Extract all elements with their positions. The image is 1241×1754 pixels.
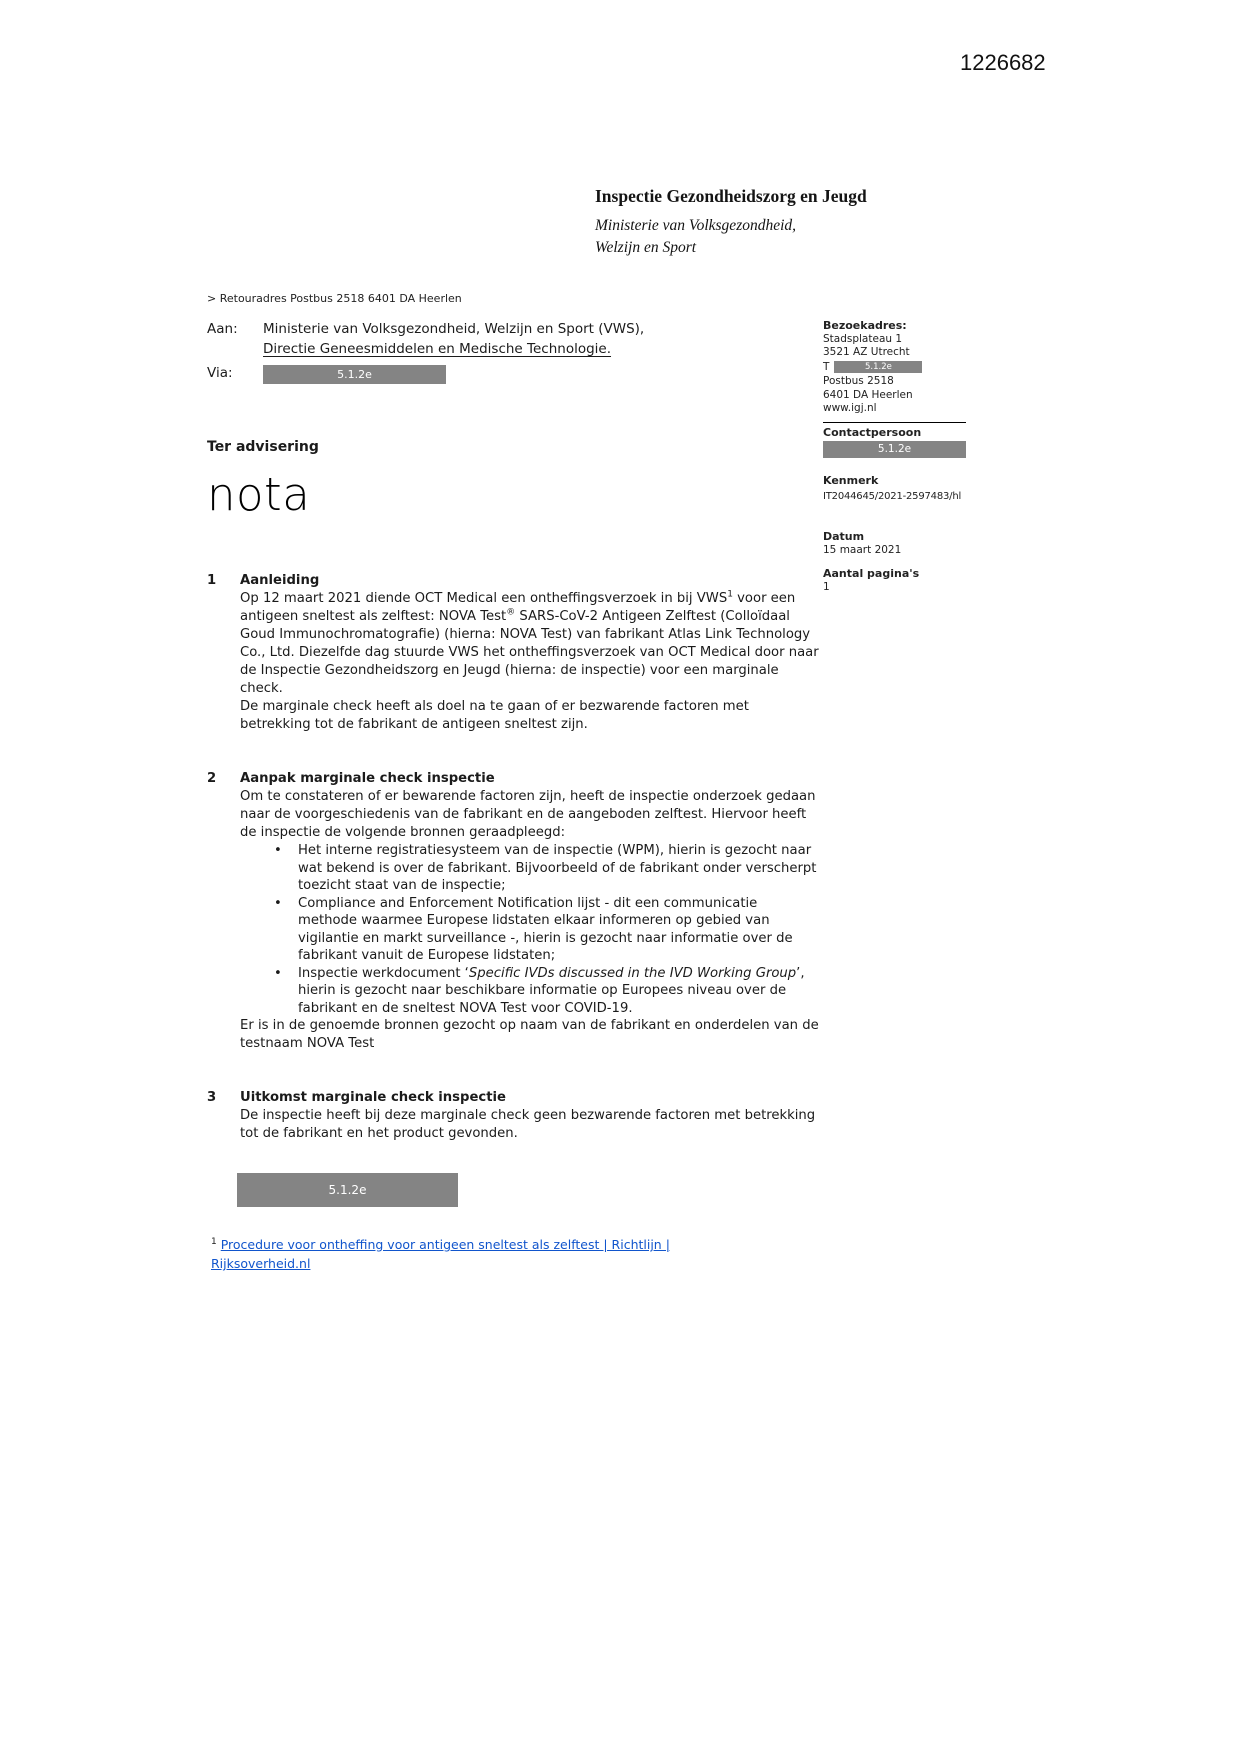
section-title: Aanpak marginale check inspectie: [240, 771, 495, 786]
postbus-line2: 6401 DA Heerlen: [823, 388, 913, 401]
list-item-italic-text: Specific IVDs discussed in the IVD Working Group: [468, 965, 797, 981]
section-number: 1: [207, 573, 217, 588]
via-label: Via:: [207, 365, 233, 381]
document-title: nota: [207, 468, 311, 521]
sidebar-metadata: [823, 319, 978, 594]
contactpersoon-label: Contactpersoon: [823, 425, 922, 439]
aan-line2: Directie Geneesmiddelen en Medische Technologie.: [263, 340, 612, 357]
list-item: [272, 965, 819, 1018]
paragraph: [240, 590, 819, 698]
paragraph: De inspectie heeft bij deze marginale check geen bezwarende factoren met betrekking tot de fabrikant en het product gevonden.: [240, 1108, 816, 1141]
website-text: www.igj.nl: [823, 402, 877, 414]
aantal-paginas-label: Aantal pagina's: [823, 567, 920, 580]
paragraph-text: Op 12 maart 2021 diende OCT Medical een ontheffingsverzoek in bij VWS: [240, 591, 728, 606]
paragraph-text: SARS-CoV-2 Antigeen Zelftest (Colloïdaal Goud Immunochromatografie) (hierna: NOVA Test) van fabrikant Atlas Link Technology Co., Ltd. Diezelfde dag stuurde VWS het ontheffingsverzoek van OCT Medical door naar de Inspectie Gezondheidszorg en Jeugd (hierna: de inspectie) voor een marginale check.: [240, 609, 819, 696]
ter-advisering-label: Ter advisering: [207, 439, 319, 455]
footnote-link[interactable]: Procedure voor ontheffing voor antigeen sneltest als zelftest | Richtlijn | Rijksoverheid.nl: [211, 1237, 670, 1271]
footnote-marker: 1: [727, 589, 733, 600]
section-content: [240, 770, 819, 1053]
section-title: Aanleiding: [240, 573, 320, 588]
logo-org-name: Inspectie Gezondheidszorg en Jeugd: [595, 186, 867, 206]
contactpersoon-block: [823, 422, 966, 459]
section-title: Uitkomst marginale check inspectie: [240, 1090, 506, 1105]
datum-label: Datum: [823, 530, 865, 543]
registered-mark: ®: [506, 607, 516, 618]
datum-value: 15 maart 2021: [823, 543, 902, 556]
section-content: [240, 1089, 819, 1143]
via-row: [207, 364, 644, 384]
aan-line1: Ministerie van Volksgezondheid, Welzijn en Sport (VWS),: [263, 321, 645, 337]
body-redaction-box: 5.1.2e: [237, 1173, 458, 1207]
doc-number: 1226682: [960, 50, 1046, 75]
section-content: [240, 572, 819, 734]
address-line2: 3521 AZ Utrecht: [823, 346, 910, 358]
via-value: [263, 364, 644, 384]
main-content: [207, 438, 819, 1273]
logo-block: [595, 186, 867, 259]
phone-redaction-box: 5.1.2e: [834, 361, 922, 373]
list-item: • Het interne registratiesysteem van de inspectie (WPM), hierin is gezocht naar wat bekend is over de fabrikant. Bijvoorbeeld of de fabrikant onder verscherpt toezicht staat van de inspectie;: [272, 842, 819, 895]
logo-ministry-line1: Ministerie van Volksgezondheid,: [595, 217, 797, 234]
contact-redaction-box: 5.1.2e: [823, 441, 966, 458]
recipient-block: [207, 320, 644, 384]
aan-label: Aan:: [207, 321, 238, 337]
phone-row: [823, 361, 978, 375]
phone-label: T: [823, 360, 830, 373]
section-aanpak: [207, 770, 819, 1053]
retouradres-line: > Retouradres Postbus 2518 6401 DA Heerlen: [207, 292, 462, 305]
paragraph-text: voor een antigeen sneltest als zelftest: NOVA Test: [240, 591, 796, 624]
sources-list: [240, 842, 819, 1017]
section-number: 3: [207, 1090, 217, 1105]
footnote-number: 1: [211, 1236, 217, 1247]
paragraph: De marginale check heeft als doel na te gaan of er bezwarende factoren met betrekking tot de fabrikant de antigeen sneltest zijn.: [240, 699, 749, 732]
aantal-paginas-value: 1: [823, 580, 830, 593]
section-number: 2: [207, 771, 217, 786]
bezoekadres-label: Bezoekadres:: [823, 319, 907, 332]
list-item: • Compliance and Enforcement Notification lijst - dit een communicatie methode waarmee Europese lidstaten elkaar informeren op gebied van vigilantie en markt surveillance -, hierin is gezocht naar informatie over de fabrikant vanuit de Europese lidstaten;: [272, 895, 819, 965]
kenmerk-label: Kenmerk: [823, 474, 879, 487]
aan-row: [207, 320, 644, 359]
paragraph: Om te constateren of er bewarende factoren zijn, heeft de inspectie onderzoek gedaan naar de voorgeschiedenis van de fabrikant en de aangeboden zelftest. Hiervoor heeft de inspectie de volgende bronnen geraadpleegd:: [240, 789, 816, 840]
logo-ministry-line2: Welzijn en Sport: [595, 239, 697, 256]
footnote: [207, 1235, 712, 1273]
list-item-text: ’, hierin is gezocht naar beschikbare informatie op Europees niveau over de fabrikant en de sneltest NOVA Test voor COVID-19.: [298, 965, 805, 1016]
section-uitkomst: [207, 1089, 819, 1143]
postbus-line1: Postbus 2518: [823, 375, 894, 387]
paragraph: Er is in de genoemde bronnen gezocht op naam van de fabrikant en onderdelen van de testnaam NOVA Test: [240, 1018, 819, 1051]
kenmerk-value: IT2044645/2021-2597483/hl: [823, 490, 962, 502]
via-redaction-box: 5.1.2e: [263, 365, 446, 384]
list-item-text: Inspectie werkdocument ‘: [298, 965, 469, 981]
address-line1: Stadsplateau 1: [823, 332, 903, 345]
aan-value: [263, 320, 644, 359]
section-aanleiding: [207, 572, 819, 734]
